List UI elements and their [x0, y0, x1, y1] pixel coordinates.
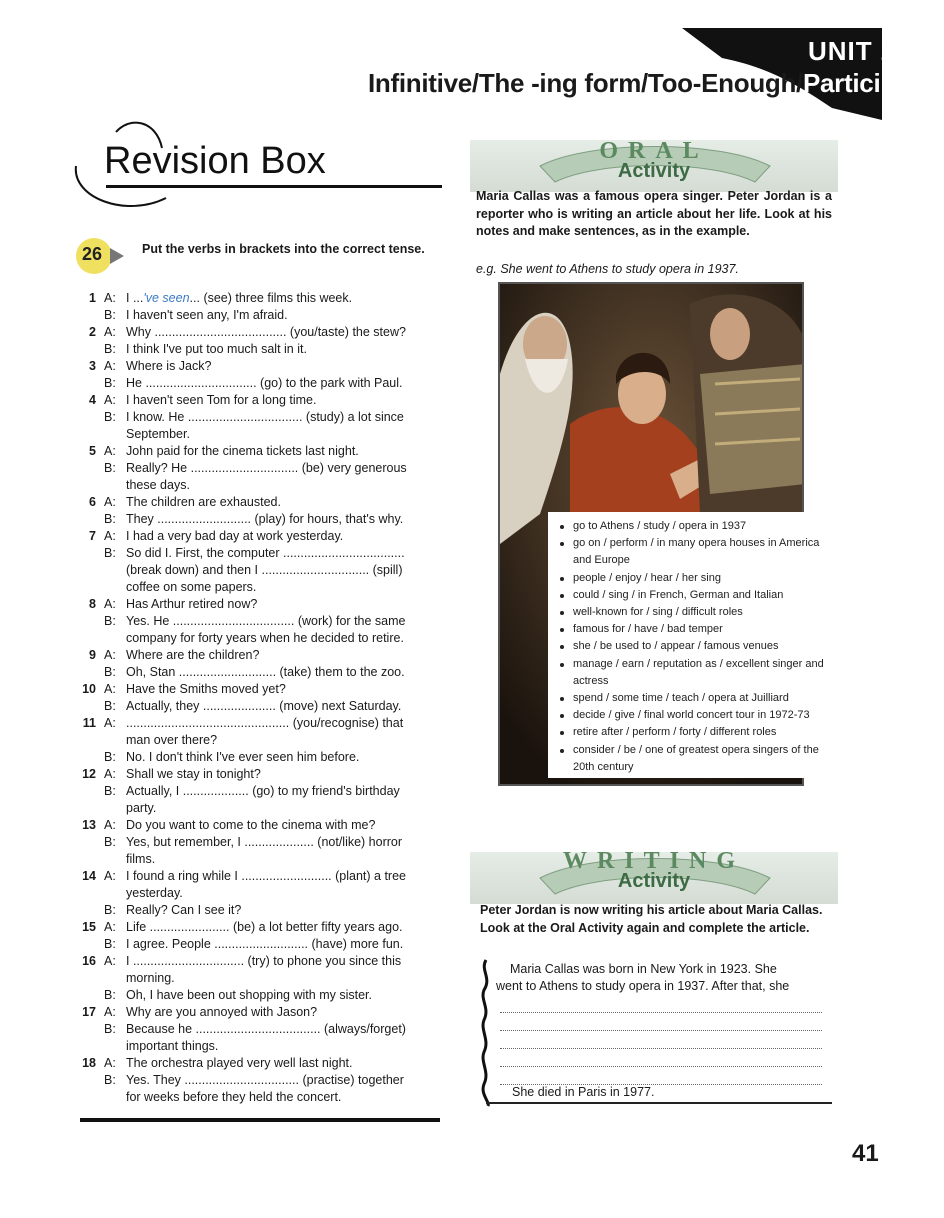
dialogue-line: [78, 749, 448, 766]
dialogue-text-start: Actually, they ..................... (move) next Saturday.: [126, 699, 402, 713]
dialogue-text-start: September.: [126, 427, 190, 441]
dialogue-text-start: I ...: [126, 291, 144, 305]
dialogue-text-start: I had a very bad day at work yesterday.: [126, 529, 344, 543]
dialogue-text-start: John paid for the cinema tickets last night.: [126, 444, 359, 458]
dialogue-line: [78, 511, 448, 528]
dialogue-text-start: I know. He ................................. (study) a lot since: [126, 410, 404, 424]
dialogue-line: [78, 834, 448, 851]
note-item: spend / some time / teach / opera at Juilliard: [558, 690, 826, 707]
dialogue-text: [126, 307, 288, 324]
dialogue-text-start: important things.: [126, 1039, 219, 1053]
dialogue-text-start: The children are exhausted.: [126, 495, 281, 509]
dialogue-line: [78, 1072, 448, 1089]
note-item: decide / give / final world concert tour in 1972-73: [558, 707, 826, 724]
note-item: retire after / perform / forty / different roles: [558, 724, 826, 741]
item-number: 11: [82, 716, 96, 730]
dialogue-text: [126, 358, 211, 375]
dialogue-text-start: Yes. They ................................. (practise) together: [126, 1073, 404, 1087]
dialogue-line: [78, 851, 448, 868]
dialogue-line: [78, 698, 448, 715]
dialogue-line: [78, 953, 448, 970]
oral-instruction: Maria Callas was a famous opera singer. Peter Jordan is a reporter who is writing an article about her life. Look at his notes and make sentences, as in the example.: [476, 189, 832, 238]
item-number: 17: [82, 1005, 96, 1019]
dialogue-text: [126, 800, 156, 817]
dialogue-text-start: Yes, but remember, I .................... (not/like) horror: [126, 835, 403, 849]
dialogue-text: [126, 987, 372, 1004]
dialogue-text-start: I agree. People ........................... (have) more fun.: [126, 937, 404, 951]
dialogue-text: [126, 1004, 317, 1021]
dialogue-text: [126, 392, 316, 409]
note-item: go on / perform / in many opera houses in America and Europe: [558, 535, 826, 569]
dialogue-text-start: Why ...................................... (you/taste) the stew?: [126, 325, 406, 339]
writing-banner-word: WRITING: [562, 852, 746, 874]
dialogue-line: [78, 715, 448, 732]
dialogue-text: [126, 664, 405, 681]
speaker-label: A:: [104, 393, 116, 407]
dialogue-line: [78, 1038, 448, 1055]
dialogue-text-start: Has Arthur retired now?: [126, 597, 258, 611]
speaker-label: A:: [104, 529, 116, 543]
speaker-label: A:: [104, 869, 116, 883]
dialogue-text: [126, 1021, 406, 1038]
dialogue-text: [126, 885, 183, 902]
dialogue-text-start: Where are the children?: [126, 648, 260, 662]
speaker-label: B:: [104, 750, 116, 764]
dialogue-text-start: Oh, Stan ............................ (take) them to the zoo.: [126, 665, 405, 679]
dialogue-text-end: ... (see) three films this week.: [189, 291, 353, 305]
note-item: famous for / have / bad temper: [558, 621, 826, 638]
dialogue-text: [126, 868, 406, 885]
dialogue-line: [78, 375, 448, 392]
answer-line[interactable]: [500, 1012, 822, 1013]
dialogue-line: [78, 545, 448, 562]
dialogue-text: [126, 596, 257, 613]
dialogue-line: [78, 528, 448, 545]
speaker-label: A:: [104, 444, 116, 458]
item-number: 7: [89, 529, 96, 543]
dialogue-line: [78, 664, 448, 681]
dialogue-text: [126, 494, 281, 511]
dialogue-line: [78, 290, 448, 307]
speaker-label: B:: [104, 614, 116, 628]
speaker-label: A:: [104, 767, 116, 781]
revision-box-title: Revision Box: [104, 140, 326, 182]
dialogue-text: [126, 460, 407, 477]
dialogue-text: [126, 511, 403, 528]
speaker-label: B:: [104, 665, 116, 679]
item-number: 8: [89, 597, 96, 611]
answer-line[interactable]: [500, 1048, 822, 1049]
answer-line[interactable]: [500, 1030, 822, 1031]
dialogue-text-start: Life ....................... (be) a lot better fifty years ago.: [126, 920, 403, 934]
dialogue-text-start: Where is Jack?: [126, 359, 212, 373]
dialogue-text-start: I ................................ (try) to phone you since this: [126, 954, 402, 968]
item-number: 14: [82, 869, 96, 883]
speaker-label: A:: [104, 954, 116, 968]
speaker-label: B:: [104, 784, 116, 798]
dialogue-text-start: Why are you annoyed with Jason?: [126, 1005, 318, 1019]
dialogue-text: [126, 630, 404, 647]
dialogue-line: [78, 443, 448, 460]
dialogue-line: [78, 409, 448, 426]
oral-banner-sub: Activity: [617, 160, 691, 182]
dialogue-line: [78, 919, 448, 936]
dialogue-text: [126, 341, 307, 358]
speaker-label: B:: [104, 410, 116, 424]
dialogue-line: [78, 579, 448, 596]
dialogue-text-start: They ........................... (play) for hours, that's why.: [126, 512, 404, 526]
dialogue-line: [78, 358, 448, 375]
unit-label: UNIT 2: [808, 36, 897, 66]
dialogue-text-start: No. I don't think I've ever seen him before.: [126, 750, 360, 764]
dialogue-text-start: The orchestra played very well last night.: [126, 1056, 353, 1070]
speaker-label: B:: [104, 835, 116, 849]
dialogue-line: [78, 970, 448, 987]
dialogue-text: [126, 1072, 404, 1089]
dialogue-line: [78, 341, 448, 358]
dialogue-line: [78, 596, 448, 613]
dialogue-text-start: Really? He ............................... (be) very generous: [126, 461, 407, 475]
dialogue-line: [78, 460, 448, 477]
dialogue-text: [126, 562, 403, 579]
heading-main: Infinitive/The -ing form/Too-Enough/: [368, 68, 803, 98]
reporter-notes-list: [558, 518, 826, 776]
writing-activity-banner: [470, 852, 838, 904]
heading-participles: Participles: [802, 68, 932, 98]
dialogue-text: [126, 851, 155, 868]
dialogue-line: [78, 783, 448, 800]
item-number: 10: [82, 682, 96, 696]
dialogue-text: [126, 324, 406, 341]
speaker-label: B:: [104, 937, 116, 951]
dialogue-text-start: party.: [126, 801, 157, 815]
dialogue-text: [126, 970, 175, 987]
dialogue-text: [126, 528, 343, 545]
speaker-label: A:: [104, 920, 116, 934]
speaker-label: B:: [104, 376, 116, 390]
article-line-1: Maria Callas was born in New York in 1923. She: [510, 962, 777, 976]
dialogue-text-start: Really? Can I see it?: [126, 903, 242, 917]
dialogue-line: [78, 324, 448, 341]
speaker-label: A:: [104, 291, 116, 305]
dialogue-text: [126, 902, 241, 919]
item-number: 18: [82, 1056, 96, 1070]
exercise-instruction: Put the verbs in brackets into the correct tense.: [142, 242, 425, 256]
dialogue-text-start: ............................................... (you/recognise) that: [126, 716, 404, 730]
dialogue-line: [78, 1055, 448, 1072]
dialogue-line: [78, 426, 448, 443]
dialogue-line: [78, 307, 448, 324]
speaker-label: A:: [104, 682, 116, 696]
dialogue-text: [126, 766, 261, 783]
item-number: 9: [89, 648, 96, 662]
dialogue-text-start: man over there?: [126, 733, 218, 747]
item-number: 12: [82, 767, 96, 781]
speaker-label: A:: [104, 818, 116, 832]
item-number: 16: [82, 954, 96, 968]
speaker-label: B:: [104, 903, 116, 917]
dialogue-text: [126, 647, 259, 664]
speaker-label: A:: [104, 648, 116, 662]
dialogue-text: [126, 409, 404, 426]
dialogue-text: [126, 290, 352, 307]
dialogue-text-start: Oh, I have been out shopping with my sister.: [126, 988, 372, 1002]
dialogue-text-start: Shall we stay in tonight?: [126, 767, 261, 781]
speaker-label: B:: [104, 546, 116, 560]
dialogue-line: [78, 936, 448, 953]
page-heading: [368, 68, 931, 99]
dialogue-line: [78, 800, 448, 817]
oral-activity-banner: [470, 140, 838, 192]
item-number: 13: [82, 818, 96, 832]
dialogue-line: [78, 817, 448, 834]
dialogue-text-start: Do you want to come to the cinema with me?: [126, 818, 376, 832]
note-item: she / be used to / appear / famous venues: [558, 638, 826, 655]
dialogue-text-start: So did I. First, the computer ...................................: [126, 546, 405, 560]
dialogue-text-start: Actually, I ................... (go) to my friend's birthday: [126, 784, 400, 798]
dialogue-text: [126, 443, 359, 460]
oral-banner-word: ORAL: [599, 140, 709, 164]
dialogue-text-start: Have the Smiths moved yet?: [126, 682, 286, 696]
dialogue-text-start: I think I've put too much salt in it.: [126, 342, 307, 356]
speaker-label: B:: [104, 342, 116, 356]
dialogue-text-start: company for forty years when he decided to retire.: [126, 631, 404, 645]
speaker-label: A:: [104, 1056, 116, 1070]
exercise-number: 26: [82, 244, 103, 264]
dialogue-text: [126, 698, 401, 715]
dialogue-text: [126, 749, 359, 766]
speaker-label: A:: [104, 495, 116, 509]
speaker-label: A:: [104, 597, 116, 611]
dialogue-text: [126, 936, 403, 953]
answer-line[interactable]: [500, 1066, 822, 1067]
note-item: well-known for / sing / difficult roles: [558, 604, 826, 621]
writing-banner-sub: Activity: [617, 870, 691, 892]
dialogue-text: [126, 1055, 353, 1072]
dialogue-text-start: coffee on some papers.: [126, 580, 257, 594]
speaker-label: A:: [104, 325, 116, 339]
dialogue-text: [126, 1038, 218, 1055]
dialogue-text-start: I haven't seen Tom for a long time.: [126, 393, 317, 407]
dialogue-text: [126, 545, 405, 562]
speaker-label: A:: [104, 1005, 116, 1019]
dialogue-line: [78, 987, 448, 1004]
dialogue-line: [78, 1021, 448, 1038]
speaker-label: B:: [104, 699, 116, 713]
item-number: 1: [89, 291, 96, 305]
dialogue-line: [78, 1089, 448, 1106]
dialogue-text: [126, 681, 286, 698]
speaker-label: B:: [104, 308, 116, 322]
dialogue-text-start: for weeks before they held the concert.: [126, 1090, 342, 1104]
article-line-2: went to Athens to study opera in 1937. After that, she: [496, 979, 790, 993]
speaker-label: B:: [104, 1022, 116, 1036]
dialogue-text: [126, 919, 403, 936]
dialogue-text-start: I haven't seen any, I'm afraid.: [126, 308, 288, 322]
dialogue-line: [78, 494, 448, 511]
speaker-label: B:: [104, 988, 116, 1002]
dialogue-text: [126, 817, 375, 834]
note-item: consider / be / one of greatest opera singers of the 20th century: [558, 742, 826, 776]
item-number: 3: [89, 359, 96, 373]
article-ending: She died in Paris in 1977.: [512, 1085, 655, 1099]
dialogue-text-start: films.: [126, 852, 156, 866]
dialogue-text: [126, 426, 190, 443]
dialogue-text-start: these days.: [126, 478, 190, 492]
dialogue-text: [126, 783, 400, 800]
dialogue-text-start: yesterday.: [126, 886, 183, 900]
dialogue-list: [78, 290, 448, 1106]
speaker-label: B:: [104, 1073, 116, 1087]
dialogue-line: [78, 392, 448, 409]
dialogue-text-start: Because he .................................... (always/forget): [126, 1022, 406, 1036]
page-number: 41: [852, 1140, 879, 1167]
note-item: people / enjoy / hear / her sing: [558, 570, 826, 587]
writing-bottom-rule: [486, 1102, 832, 1104]
dialogue-line: [78, 885, 448, 902]
dialogue-text: [126, 579, 256, 596]
dialogue-text-start: I found a ring while I .......................... (plant) a tree: [126, 869, 406, 883]
dialogue-line: [78, 902, 448, 919]
dialogue-line: [78, 630, 448, 647]
dialogue-text-start: (break down) and then I ............................... (spill): [126, 563, 403, 577]
revision-bottom-rule: [80, 1118, 440, 1122]
dialogue-text-start: He ................................ (go) to the park with Paul.: [126, 376, 403, 390]
writing-instruction: Peter Jordan is now writing his article about Maria Callas. Look at the Oral Activity again and complete the article.: [480, 903, 823, 935]
item-number: 15: [82, 920, 96, 934]
speaker-label: B:: [104, 512, 116, 526]
dialogue-line: [78, 613, 448, 630]
dialogue-text: [126, 953, 401, 970]
dialogue-text-start: morning.: [126, 971, 175, 985]
example-answer: 've seen: [143, 291, 190, 305]
note-item: go to Athens / study / opera in 1937: [558, 518, 826, 535]
speaker-label: A:: [104, 716, 116, 730]
dialogue-line: [78, 868, 448, 885]
dialogue-line: [78, 766, 448, 783]
oral-example: e.g. She went to Athens to study opera in 1937.: [476, 262, 739, 276]
dialogue-text: [126, 375, 403, 392]
dialogue-text: [126, 732, 217, 749]
dialogue-text-start: Yes. He ................................... (work) for the same: [126, 614, 406, 628]
item-number: 6: [89, 495, 96, 509]
speaker-label: B:: [104, 461, 116, 475]
speaker-label: A:: [104, 359, 116, 373]
dialogue-line: [78, 647, 448, 664]
dialogue-line: [78, 732, 448, 749]
dialogue-line: [78, 562, 448, 579]
dialogue-text: [126, 834, 402, 851]
item-number: 5: [89, 444, 96, 458]
dialogue-line: [78, 681, 448, 698]
dialogue-text: [126, 1089, 341, 1106]
dialogue-text: [126, 613, 405, 630]
dialogue-text: [126, 715, 403, 732]
note-item: could / sing / in French, German and Italian: [558, 587, 826, 604]
note-item: manage / earn / reputation as / excellent singer and actress: [558, 656, 826, 690]
dialogue-line: [78, 1004, 448, 1021]
item-number: 2: [89, 325, 96, 339]
item-number: 4: [89, 393, 96, 407]
dialogue-text: [126, 477, 190, 494]
dialogue-line: [78, 477, 448, 494]
